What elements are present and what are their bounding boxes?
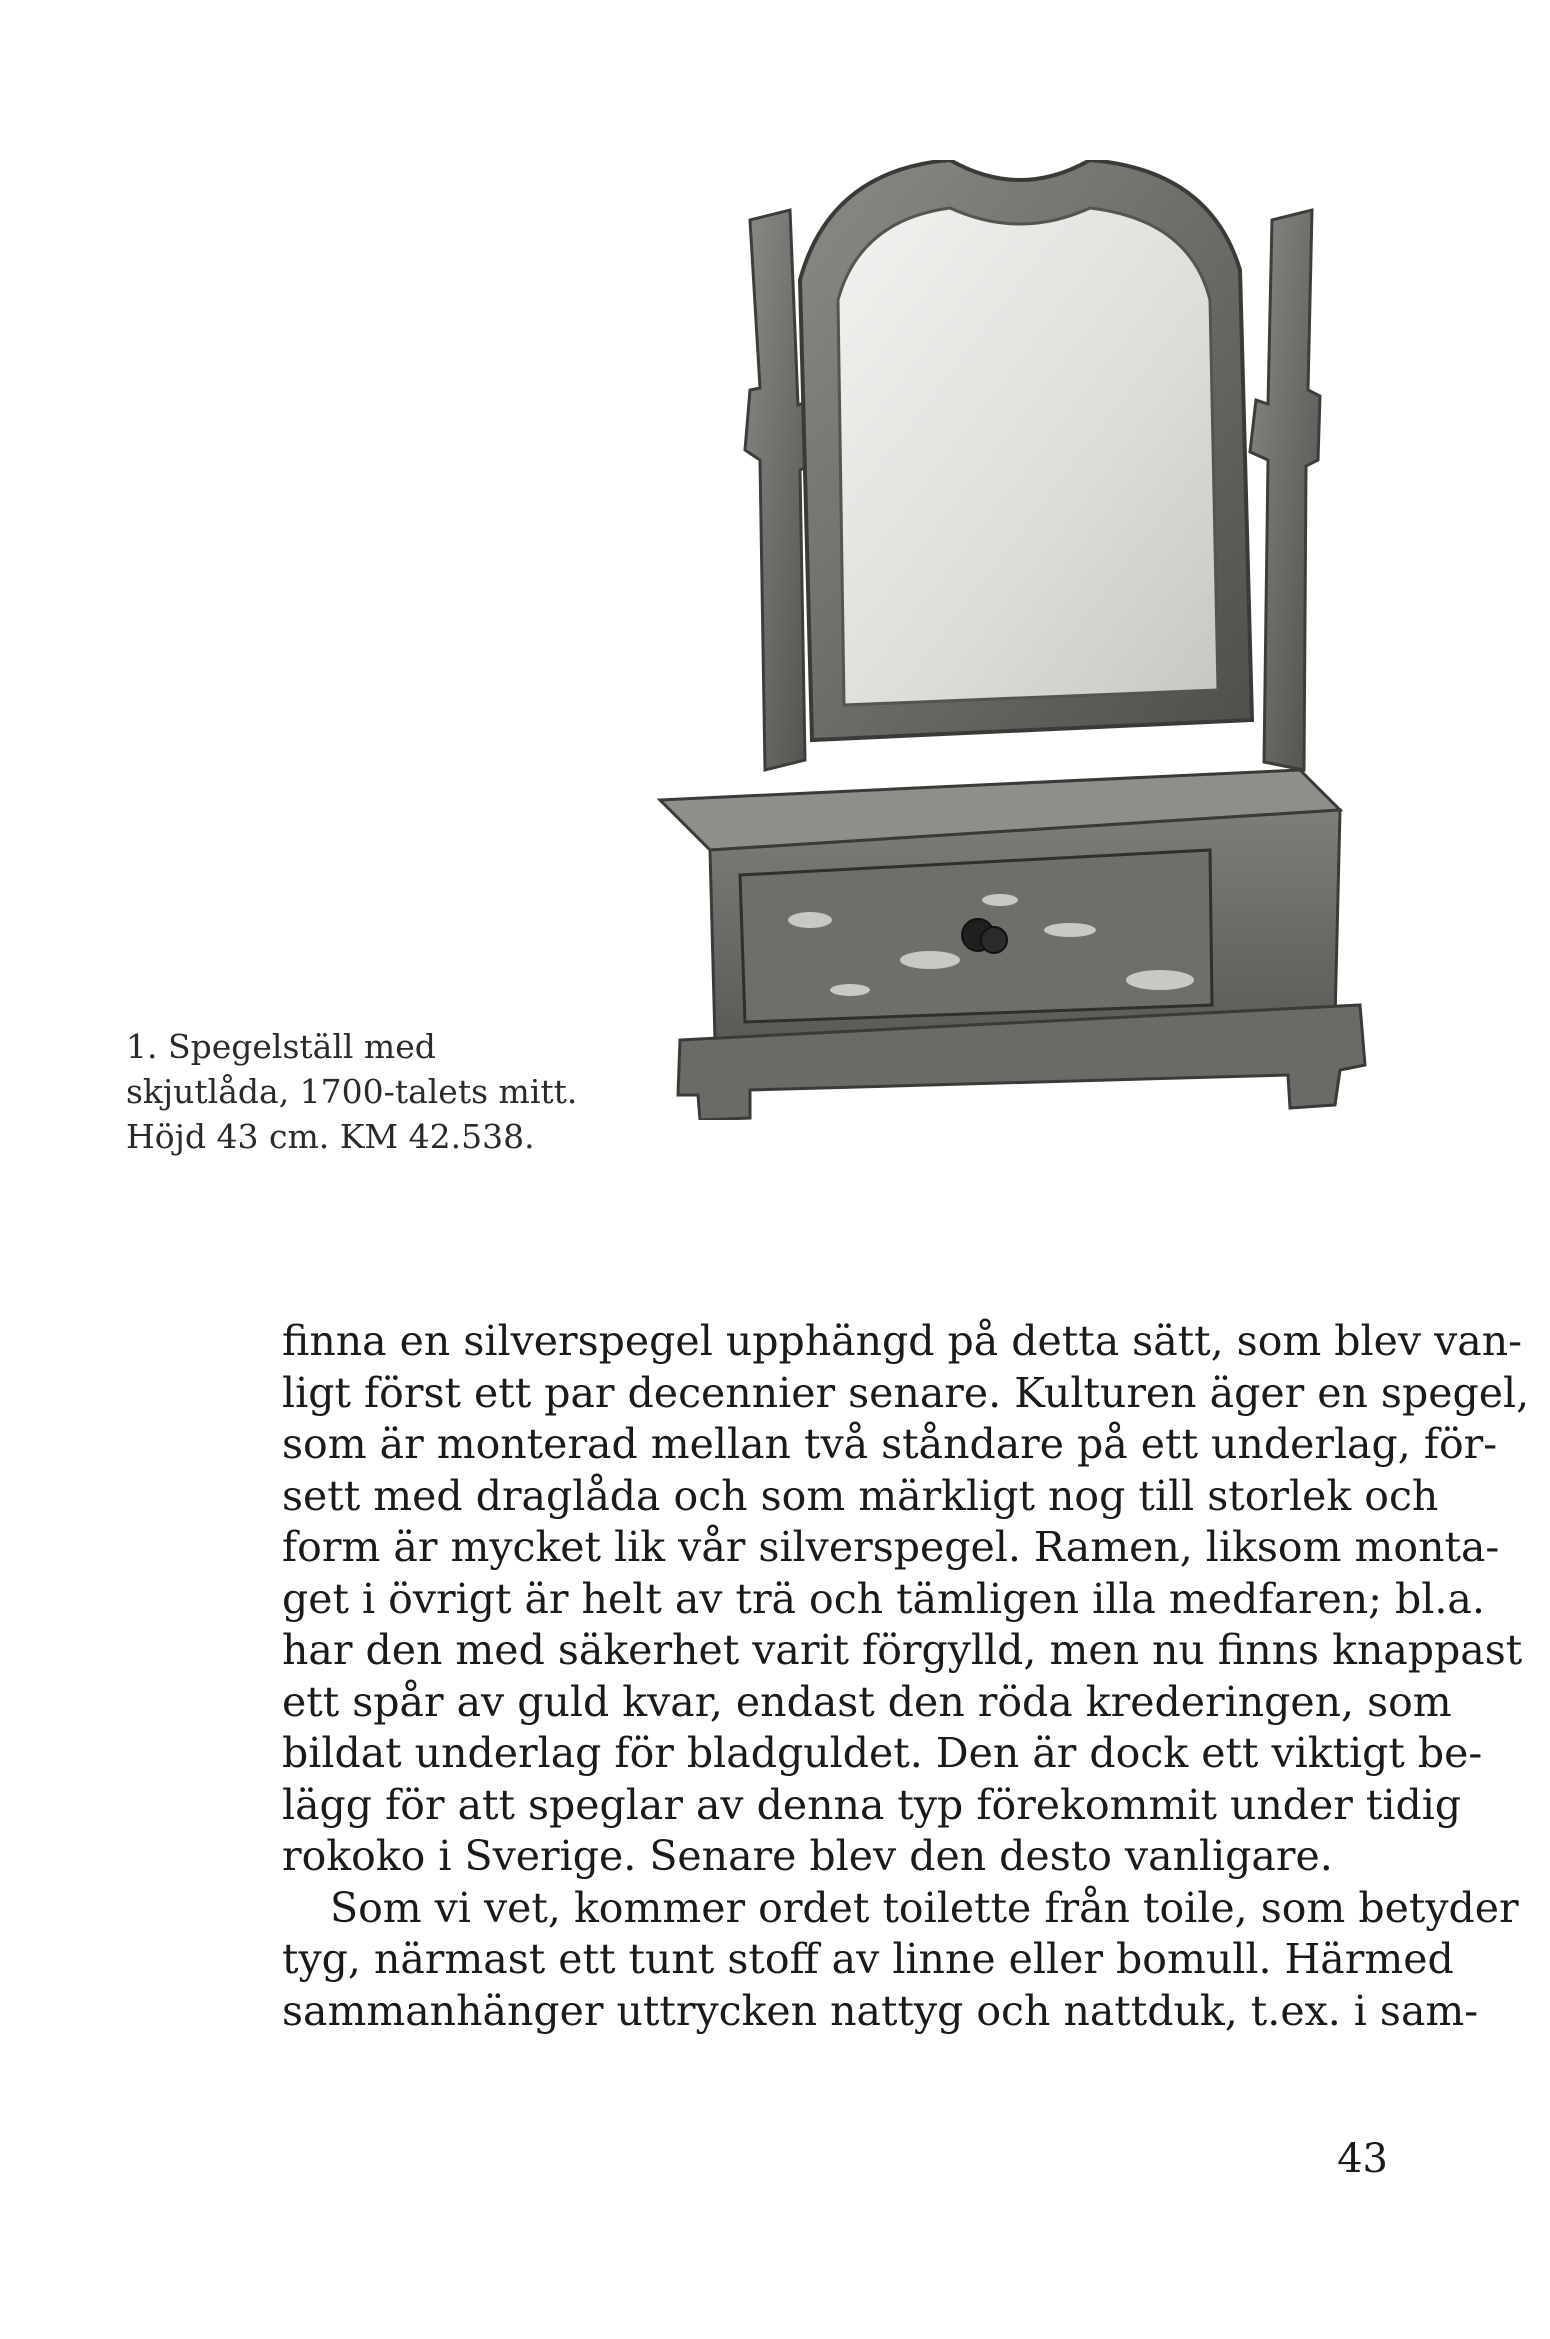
text-line: rokoko i Sverige. Senare blev den desto vanligare. <box>282 1832 1333 1880</box>
body-text <box>282 1316 1530 2037</box>
text-line: har den med säkerhet varit förgylld, men nu finns knappast <box>282 1626 1523 1674</box>
text-line: tyg, närmast ett tunt stoff av linne eller bomull. Härmed <box>282 1935 1454 1983</box>
text-line: form är mycket lik vår silverspegel. Ramen, liksom monta- <box>282 1523 1500 1571</box>
text-line: ett spår av guld kvar, endast den röda krederingen, som <box>282 1677 1452 1726</box>
figure-caption <box>126 1024 578 1159</box>
text-line: sammanhänger uttrycken nattyg och nattduk, t.ex. i sam- <box>282 1986 1479 2035</box>
paragraph <box>282 1883 1519 2038</box>
caption-line: Höjd 43 cm. KM 42.538. <box>126 1117 535 1156</box>
text-line: finna en silverspegel upphängd på detta sätt, som blev van- <box>282 1317 1522 1365</box>
text-line: sett med draglåda och som märkligt nog till storlek och <box>282 1471 1439 1520</box>
text-line: som är monterad mellan två ståndare på ett underlag, för- <box>282 1420 1498 1468</box>
figure-photograph <box>600 160 1380 1120</box>
text-line: bildat underlag för bladguldet. Den är dock ett viktigt be- <box>282 1729 1483 1777</box>
page-number: 43 <box>1337 2136 1388 2182</box>
caption-line: skjutlåda, 1700-talets mitt. <box>126 1072 578 1111</box>
paragraph <box>282 1316 1530 1883</box>
caption-line: 1. Spegelställ med <box>126 1027 436 1066</box>
text-line: ligt först ett par decennier senare. Kulturen äger en spegel, <box>282 1368 1530 1417</box>
text-line: get i övrigt är helt av trä och tämligen illa medfaren; bl.a. <box>282 1574 1485 1623</box>
text-line: Som vi vet, kommer ordet toilette från toile, som betyder <box>330 1883 1519 1932</box>
mirror-stand-photo <box>600 160 1380 1120</box>
text-line: lägg för att speglar av denna typ förekommit under tidig <box>282 1780 1462 1829</box>
